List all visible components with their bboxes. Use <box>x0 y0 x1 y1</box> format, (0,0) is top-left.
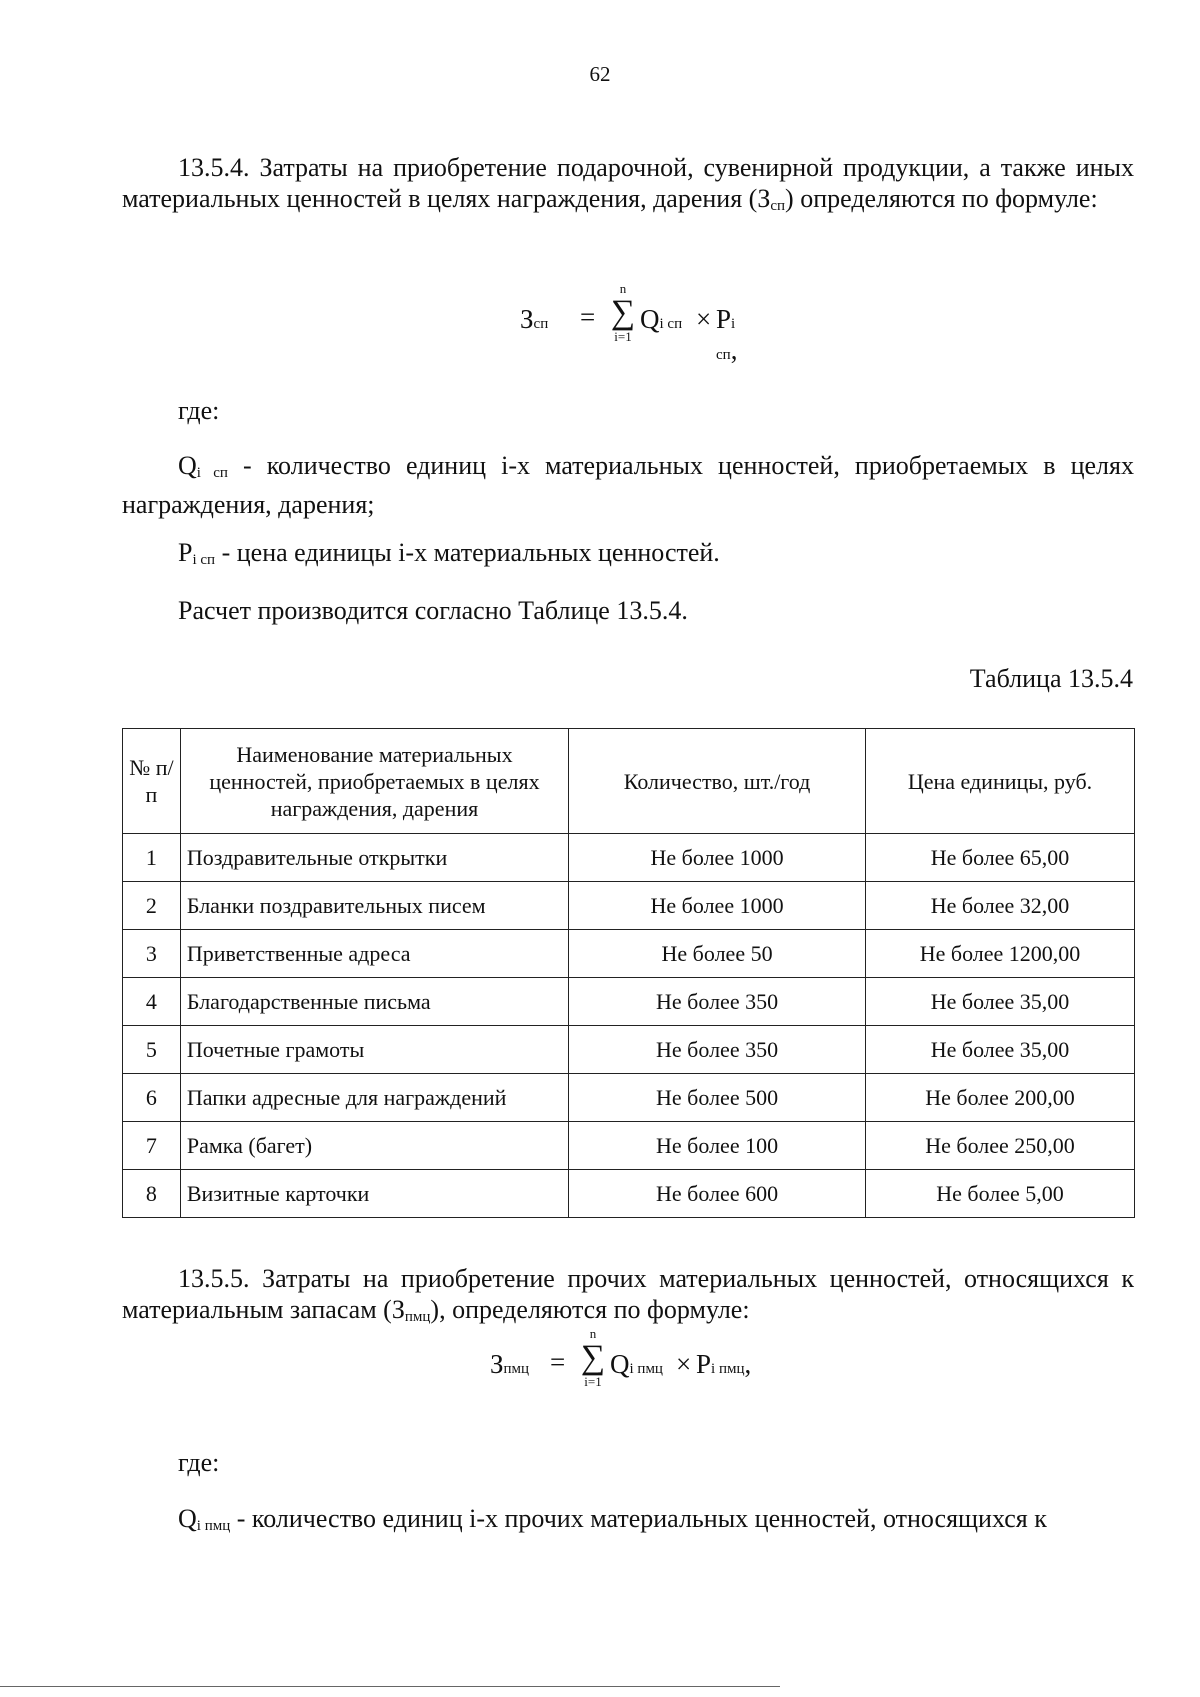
formula-times: × <box>696 304 712 334</box>
where-label-1: где: <box>178 396 220 425</box>
formula-2 <box>490 1327 770 1407</box>
header-name: Наименование материальных ценностей, приобретаемых в целях награждения, дарения <box>180 729 568 834</box>
table-row <box>123 1170 1135 1218</box>
cell-number: 3 <box>123 930 181 978</box>
formula-q-sub: i пмц <box>629 1361 663 1377</box>
def-q-symbol: Q <box>178 1504 197 1533</box>
table-row <box>123 882 1135 930</box>
where-label-2: где: <box>178 1448 220 1477</box>
cell-number: 8 <box>123 1170 181 1218</box>
cell-price: Не более 35,00 <box>866 1026 1135 1074</box>
header-number: № п/п <box>123 729 181 834</box>
def-p-subscript: i сп <box>192 552 216 568</box>
def-q-subscript: i пмц <box>196 1518 231 1534</box>
def-p-text: - цена единицы i-х материальных ценностей. <box>215 538 720 567</box>
page-number: 62 <box>589 62 611 86</box>
table-row <box>123 1074 1135 1122</box>
cell-quantity: Не более 600 <box>569 1170 866 1218</box>
formula-equals: = <box>550 1347 566 1377</box>
costs-table <box>122 728 1135 1218</box>
cell-name: Бланки поздравительных писем <box>180 882 568 930</box>
formula-1 <box>520 281 760 365</box>
cell-price: Не более 1200,00 <box>866 930 1135 978</box>
sigma-lower-limit: i=1 <box>614 329 632 344</box>
cell-quantity: Не более 500 <box>569 1074 866 1122</box>
formula-q: Q <box>640 304 660 334</box>
cell-name: Папки адресные для награждений <box>180 1074 568 1122</box>
cell-quantity: Не более 1000 <box>569 834 866 882</box>
cell-price: Не более 65,00 <box>866 834 1135 882</box>
cell-price: Не более 5,00 <box>866 1170 1135 1218</box>
def-q-text: - количество единиц i-х прочих материальных ценностей, относящихся к <box>230 1504 1047 1533</box>
table-row <box>123 978 1135 1026</box>
header-quantity: Количество, шт./год <box>569 729 866 834</box>
sigma-upper-limit: n <box>619 281 627 296</box>
cell-name: Рамка (багет) <box>180 1122 568 1170</box>
table-row <box>123 1026 1135 1074</box>
formula-times: × <box>676 1349 692 1379</box>
cell-name: Визитные карточки <box>180 1170 568 1218</box>
formula-comma: , <box>744 1349 752 1379</box>
calculation-note: Расчет производится согласно Таблице 13.5.4. <box>178 596 688 625</box>
definition-q-1 <box>122 450 1134 520</box>
formula-p-sub: i сп <box>716 316 736 363</box>
intro-subscript: пмц <box>404 1309 431 1325</box>
cell-price: Не более 200,00 <box>866 1074 1135 1122</box>
table-row <box>123 1122 1135 1170</box>
formula-q: Q <box>610 1349 630 1379</box>
cell-number: 1 <box>123 834 181 882</box>
def-q-subscript: i сп <box>196 465 228 481</box>
def-q-symbol: Q <box>178 451 197 480</box>
header-price: Цена единицы, руб. <box>866 729 1135 834</box>
cell-number: 6 <box>123 1074 181 1122</box>
formula-lhs: З <box>520 304 534 334</box>
intro-text: 13.5.4. Затраты на приобретение подарочной, сувенирной продукции, а также иных материальных ценностей в целях награждения, дарения (З <box>122 153 1134 213</box>
sigma-lower-limit: i=1 <box>584 1374 602 1389</box>
cell-price: Не более 32,00 <box>866 882 1135 930</box>
table-header-row <box>123 729 1135 834</box>
cell-number: 5 <box>123 1026 181 1074</box>
table-caption: Таблица 13.5.4 <box>969 664 1133 693</box>
intro-text-end: ), определяются по формуле: <box>430 1295 750 1324</box>
cell-name: Благодарственные письма <box>180 978 568 1026</box>
intro-subscript: сп <box>770 198 786 214</box>
table-row <box>123 930 1135 978</box>
def-p-symbol: P <box>178 538 193 567</box>
sigma-upper-limit: n <box>589 1326 597 1341</box>
sigma-symbol: ∑ <box>610 294 636 331</box>
intro-text: 13.5.5. Затраты на приобретение прочих материальных ценностей, относящихся к материальным запасам (З <box>122 1264 1134 1324</box>
sigma-symbol: ∑ <box>580 1339 606 1376</box>
formula-equals: = <box>580 302 596 332</box>
cell-number: 4 <box>123 978 181 1026</box>
cell-quantity: Не более 350 <box>569 1026 866 1074</box>
formula-lhs-sub: пмц <box>503 1361 530 1377</box>
page-bottom-rule <box>0 1686 780 1687</box>
formula-p: P <box>716 304 732 334</box>
cell-price: Не более 250,00 <box>866 1122 1135 1170</box>
cell-quantity: Не более 350 <box>569 978 866 1026</box>
cell-name: Приветственные адреса <box>180 930 568 978</box>
cell-name: Почетные грамоты <box>180 1026 568 1074</box>
cell-quantity: Не более 50 <box>569 930 866 978</box>
cell-quantity: Не более 1000 <box>569 882 866 930</box>
intro-text-end: ) определяются по формуле: <box>785 184 1098 213</box>
formula-comma: , <box>730 335 738 365</box>
section-1-intro <box>122 152 1134 222</box>
cell-price: Не более 35,00 <box>866 978 1135 1026</box>
definition-q-2 <box>122 1503 1134 1542</box>
cell-quantity: Не более 100 <box>569 1122 866 1170</box>
formula-p: P <box>696 1349 712 1379</box>
def-q-text: - количество единиц i-х материальных ценностей, приобретаемых в целях награждения, дарения; <box>122 451 1134 519</box>
formula-p-sub: i пмц <box>711 1361 745 1377</box>
formula-lhs-sub: сп <box>533 316 549 332</box>
cell-name: Поздравительные открытки <box>180 834 568 882</box>
cell-number: 2 <box>123 882 181 930</box>
table-row <box>123 834 1135 882</box>
formula-lhs: З <box>490 1349 504 1379</box>
formula-q-sub: i сп <box>659 316 683 332</box>
definition-p-1 <box>178 537 720 576</box>
section-2-intro <box>122 1263 1134 1333</box>
cell-number: 7 <box>123 1122 181 1170</box>
